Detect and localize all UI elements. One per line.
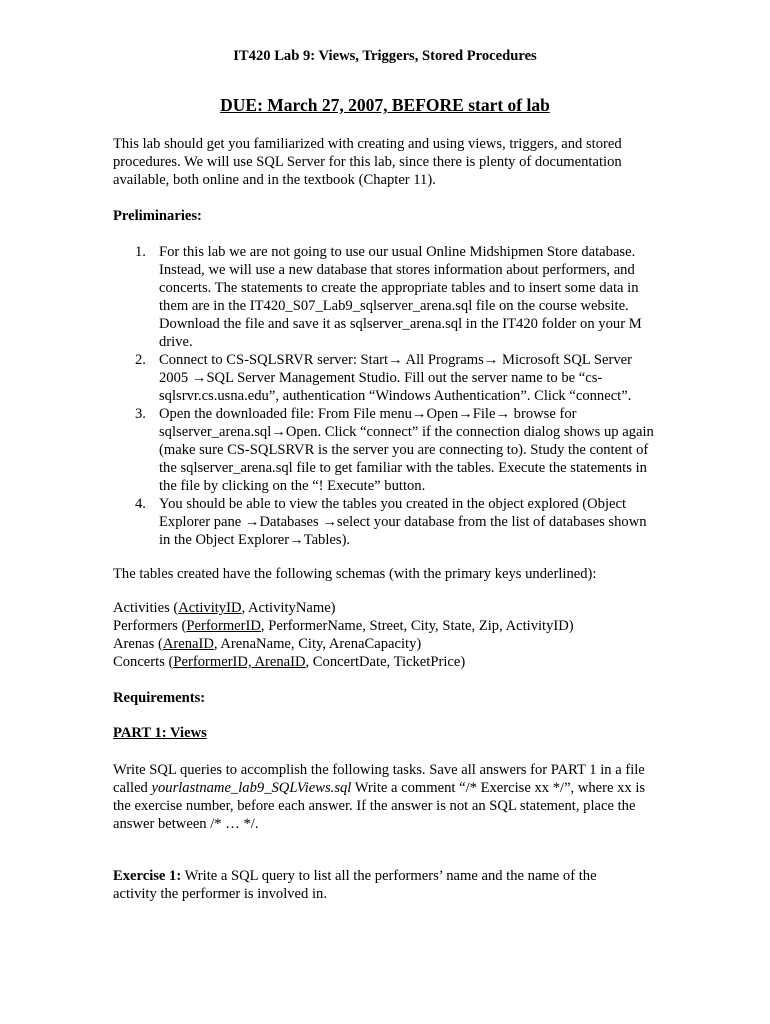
schema-row bbox=[113, 599, 653, 617]
schema-table: Performers ( bbox=[113, 618, 187, 634]
list-text: File bbox=[472, 406, 496, 422]
list-text: You should be able to view the tables you created in the object explored (Object Explorer pane bbox=[159, 496, 627, 530]
list-text: Open. Click “connect” if the connection dialog shows up again (make sure CS-SQLSRVR is the server you are connecting to). Study the content of the sqlserver_arena.sql file to get familiar with the tables. Execute the statements in the file by clicking on the “! Execute” button. bbox=[159, 424, 654, 494]
exercise-1 bbox=[113, 867, 633, 903]
schema-table: Activities ( bbox=[113, 600, 179, 616]
part1-description bbox=[113, 761, 653, 833]
document-title: IT420 Lab 9: Views, Triggers, Stored Procedures bbox=[233, 48, 537, 64]
arrow-icon: → bbox=[388, 352, 403, 368]
schema-columns: , PerformerName, Street, City, State, Zip, ActivityID) bbox=[260, 618, 574, 634]
schemas-intro: The tables created have the following schemas (with the primary keys underlined): bbox=[113, 566, 597, 582]
schema-primary-key: ArenaID bbox=[162, 636, 214, 652]
intro-paragraph: This lab should get you familiarized with creating and using views, triggers, and stored procedures. We will use SQL Server for this lab, since there is plenty of documentation available, both online and in the textbook (Chapter 11). bbox=[113, 136, 622, 188]
list-text: All Programs bbox=[402, 352, 484, 368]
schema-table: Arenas ( bbox=[113, 636, 163, 652]
schema-primary-key: ActivityID bbox=[178, 600, 242, 616]
arrow-icon: → bbox=[244, 514, 260, 530]
arrow-icon: → bbox=[289, 532, 304, 548]
list-text: Connect to CS-SQLSRVR server: Start bbox=[159, 352, 389, 368]
part1-filename: yourlastname_lab9_SQLViews.sql bbox=[151, 780, 352, 796]
schema-row bbox=[113, 635, 653, 653]
due-date: DUE: March 27, 2007, BEFORE start of lab bbox=[220, 95, 550, 115]
list-text: Tables). bbox=[303, 532, 351, 548]
exercise-1-label: Exercise 1: bbox=[113, 868, 182, 884]
list-number: 3. bbox=[135, 406, 146, 422]
arrow-icon: → bbox=[322, 514, 337, 530]
schema-columns: , ConcertDate, TicketPrice) bbox=[305, 654, 466, 670]
arrow-icon: → bbox=[411, 406, 427, 422]
arrow-icon: → bbox=[271, 424, 286, 440]
list-text: Open bbox=[426, 406, 459, 422]
part1-text: Write SQL queries to accomplish the following tasks. Save all answers for PART 1 in a file called bbox=[113, 762, 645, 796]
arrow-icon: → bbox=[458, 406, 473, 422]
list-number: 4. bbox=[135, 496, 146, 512]
list-text: Microsoft SQL Server 2005 bbox=[159, 352, 632, 386]
schema-table: Concerts ( bbox=[113, 654, 174, 670]
schema-columns: , ActivityName) bbox=[241, 600, 336, 616]
list-text: select your database from the list of databases shown in the Object Explorer bbox=[159, 514, 647, 548]
list-item bbox=[113, 405, 658, 495]
arrow-icon: → bbox=[483, 352, 499, 368]
exercise-1-text: Write a SQL query to list all the performers’ name and the name of the activity the performer is involved in. bbox=[113, 868, 597, 902]
list-text: Databases bbox=[259, 514, 323, 530]
requirements-heading: Requirements: bbox=[113, 690, 206, 706]
arrow-icon: → bbox=[191, 370, 207, 386]
list-text: SQL Server Management Studio. Fill out the server name to be “cs-sqlsrvr.cs.usna.edu”, authentication “Windows Authentication”. Click “connect”. bbox=[159, 370, 632, 404]
preliminaries-heading: Preliminaries: bbox=[113, 208, 202, 224]
part1-heading: PART 1: Views bbox=[113, 725, 207, 741]
list-text: For this lab we are not going to use our usual Online Midshipmen Store database. Instead, we will use a new database that stores information about performers, and concerts. The statements to create the appropriate tables and to insert some data in them are in the IT420_S07_Lab9_sqlserver_arena.sql file on the course website. Download the file and save it as sqlserver_arena.sql in the IT420 folder on your M drive. bbox=[159, 244, 642, 350]
list-number: 2. bbox=[135, 352, 146, 368]
list-number: 1. bbox=[135, 244, 146, 260]
schema-primary-key: PerformerID, ArenaID bbox=[173, 654, 306, 670]
list-text: browse for sqlserver_arena.sql bbox=[159, 406, 577, 440]
list-item bbox=[113, 351, 658, 405]
schema-list bbox=[113, 599, 653, 671]
list-item bbox=[113, 495, 658, 549]
arrow-icon: → bbox=[495, 406, 511, 422]
list-text: Open the downloaded file: From File menu bbox=[159, 406, 412, 422]
schema-columns: , ArenaName, City, ArenaCapacity) bbox=[213, 636, 422, 652]
part1-text: Write a comment “/* Exercise xx */”, where xx is the exercise number, before each answer. If the answer is not an SQL statement, place the answer between /* … */. bbox=[113, 780, 646, 832]
preliminaries-list bbox=[113, 243, 658, 549]
schema-row bbox=[113, 617, 653, 635]
schema-row bbox=[113, 653, 653, 671]
schema-primary-key: PerformerID bbox=[186, 618, 261, 634]
list-item bbox=[113, 243, 658, 351]
